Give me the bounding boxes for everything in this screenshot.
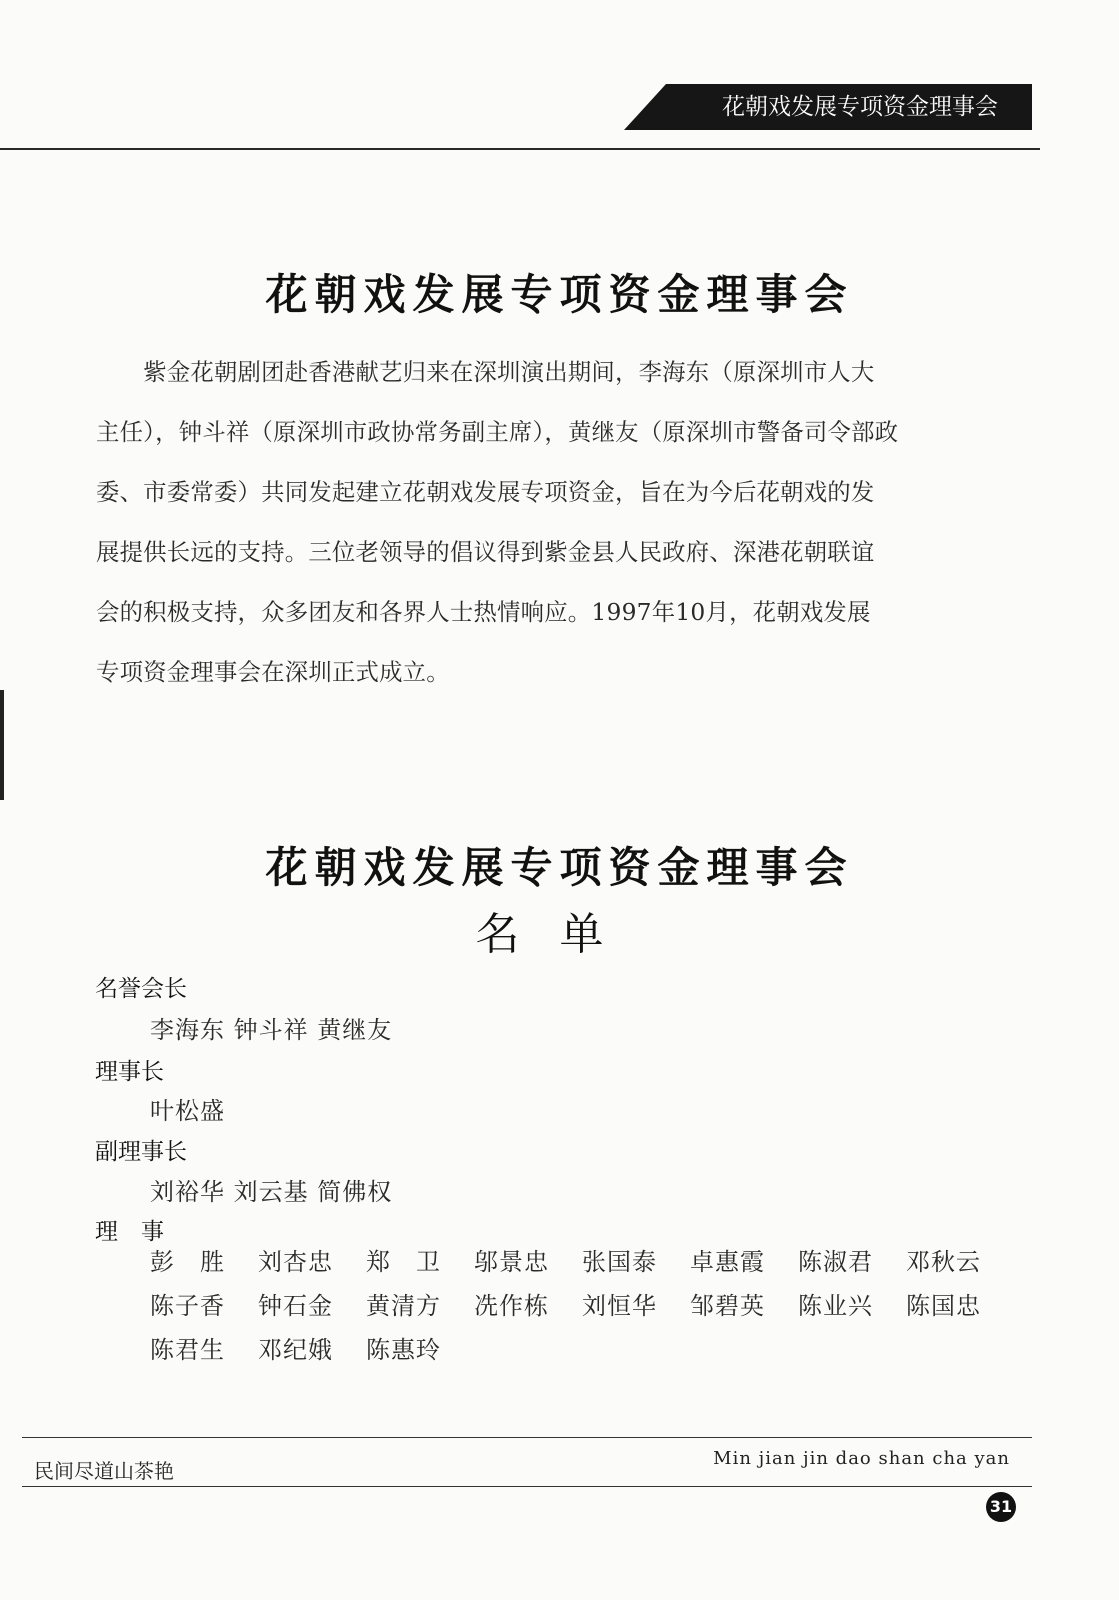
intro-line: 展提供长远的支持。三位老领导的倡议得到紫金县人民政府、深港花朝联谊 bbox=[96, 538, 875, 566]
director-name: 黄清方 bbox=[366, 1292, 441, 1320]
director-name: 陈淑君 bbox=[798, 1248, 873, 1276]
directors-label: 理 事 bbox=[95, 1219, 164, 1245]
director-name: 陈君生 bbox=[150, 1336, 225, 1364]
chairman-names: 叶松盛 bbox=[150, 1097, 225, 1125]
footer-left-text: 民间尽道山茶艳 bbox=[34, 1459, 174, 1483]
director-name: 张国泰 bbox=[582, 1248, 657, 1276]
footer-bottom-rule bbox=[22, 1486, 1032, 1487]
honorary-president-names: 李海东 钟斗祥 黄继友 bbox=[150, 1016, 393, 1044]
roster-subtitle: 名单 bbox=[475, 909, 644, 960]
director-name: 陈子香 bbox=[150, 1292, 225, 1320]
director-name: 钟石金 bbox=[258, 1292, 333, 1320]
director-name: 冼作栋 bbox=[474, 1292, 549, 1320]
director-name: 刘杏忠 bbox=[258, 1248, 333, 1276]
intro-line: 专项资金理事会在深圳正式成立。 bbox=[96, 658, 450, 686]
director-name: 陈业兴 bbox=[798, 1292, 873, 1320]
director-name: 卓惠霞 bbox=[690, 1248, 765, 1276]
scan-edge-mark bbox=[0, 690, 4, 800]
vice-chairman-label: 副理事长 bbox=[95, 1139, 187, 1165]
roster-title: 花朝戏发展专项资金理事会 bbox=[265, 843, 854, 892]
intro-line: 主任），钟斗祥（原深圳市政协常务副主席），黄继友（原深圳市警备司令部政 bbox=[96, 418, 899, 446]
director-name: 陈国忠 bbox=[906, 1292, 981, 1320]
intro-line: 委、市委常委）共同发起建立花朝戏发展专项资金，旨在为今后花朝戏的发 bbox=[96, 478, 875, 506]
director-name: 邬景忠 bbox=[474, 1248, 549, 1276]
page-number: 31 bbox=[986, 1492, 1016, 1522]
director-name: 邓纪娥 bbox=[258, 1336, 333, 1364]
vice-chairman-names: 刘裕华 刘云基 简佛权 bbox=[150, 1178, 393, 1206]
director-name: 陈惠玲 bbox=[366, 1336, 441, 1364]
chairman-label: 理事长 bbox=[95, 1059, 164, 1085]
intro-paragraph bbox=[96, 342, 996, 702]
intro-line: 会的积极支持，众多团友和各界人士热情响应。1997年10月，花朝戏发展 bbox=[96, 598, 871, 626]
honorary-president-label: 名誉会长 bbox=[95, 976, 187, 1002]
director-name: 邹碧英 bbox=[690, 1292, 765, 1320]
intro-line: 紫金花朝剧团赴香港献艺归来在深圳演出期间，李海东（原深圳市人大 bbox=[96, 358, 875, 386]
intro-title: 花朝戏发展专项资金理事会 bbox=[265, 270, 854, 319]
director-name: 彭 胜 bbox=[150, 1248, 225, 1276]
footer-right-text: Min jian jin dao shan cha yan bbox=[713, 1448, 1010, 1469]
directors-grid bbox=[150, 1244, 1030, 1368]
header-banner-text: 花朝戏发展专项资金理事会 bbox=[722, 94, 998, 120]
director-name: 刘恒华 bbox=[582, 1292, 657, 1320]
director-name: 郑 卫 bbox=[366, 1248, 441, 1276]
director-name: 邓秋云 bbox=[906, 1248, 981, 1276]
header-divider bbox=[0, 148, 1040, 150]
footer-top-rule bbox=[22, 1437, 1032, 1438]
